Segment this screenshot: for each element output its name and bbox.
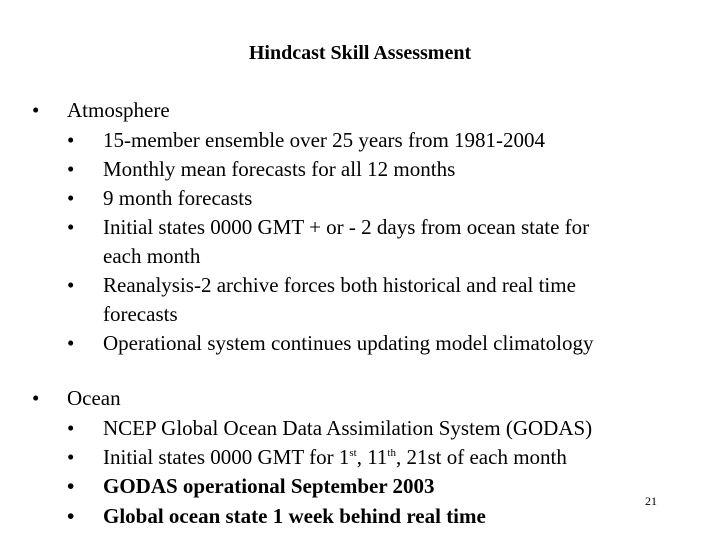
bullet: • — [67, 273, 75, 297]
bullet: • — [67, 331, 75, 355]
bullet: • — [67, 157, 75, 181]
text-part: , 21st of each month — [395, 445, 567, 469]
list-item-text: Initial states 0000 GMT + or - 2 days from ocean state for — [103, 215, 590, 239]
bullet: • — [67, 504, 75, 528]
bullet: • — [67, 445, 75, 469]
slide-title: Hindcast Skill Assessment — [248, 42, 472, 64]
bullet: • — [67, 186, 75, 210]
bullet: • — [67, 215, 75, 239]
list-item-text: Monthly mean forecasts for all 12 months — [103, 157, 456, 181]
list-item-text: Reanalysis-2 archive forces both historical and real time — [103, 273, 576, 297]
list-item-text: NCEP Global Ocean Data Assimilation System (GODAS) — [103, 416, 593, 440]
superscript: st — [349, 447, 357, 459]
page-number: 21 — [645, 494, 657, 508]
superscript: th — [387, 447, 396, 459]
list-item-text: Operational system continues updating model climatology — [103, 331, 594, 355]
list-item-text: each month — [103, 244, 201, 268]
list-item-text: 9 month forecasts — [103, 186, 253, 210]
section-bullet-atmosphere: • — [32, 98, 40, 122]
section-heading-atmosphere: Atmosphere — [67, 98, 170, 122]
list-item-text: Global ocean state 1 week behind real time — [103, 504, 486, 528]
section-bullet-ocean: • — [32, 386, 40, 410]
bullet: • — [67, 128, 75, 152]
list-item-text: 15-member ensemble over 25 years from 1981-2004 — [103, 128, 546, 152]
list-item-text: forecasts — [103, 302, 178, 326]
section-heading-ocean: Ocean — [67, 386, 121, 410]
bullet: • — [67, 474, 75, 498]
text-part: , 11 — [356, 445, 388, 469]
list-item-text: GODAS operational September 2003 — [103, 474, 435, 498]
list-item-text — [103, 443, 567, 472]
bullet: • — [67, 416, 75, 440]
text-part: Initial states 0000 GMT for 1 — [103, 445, 350, 469]
